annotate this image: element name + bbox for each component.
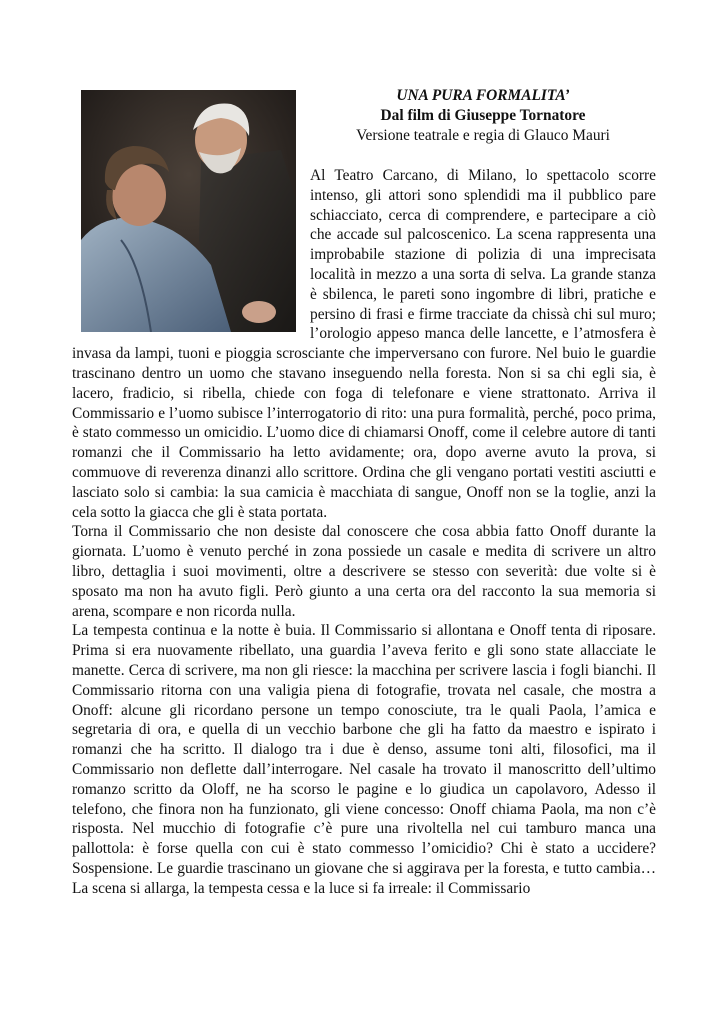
stage-photo xyxy=(81,90,296,332)
paragraph-1: Al Teatro Carcano, di Milano, lo spettacolo scorre intenso, gli attori sono splendidi ma il pubblico pare schiacciato, cerca di comprendere, e partecipare a ciò che accade sul palcoscenico. La scena rappresenta una improbabile stazione di polizia di una imprecisata località in mezzo a una sorta di selva. La grande stanza è sbilenca, le pareti sono ingombre di libri, pratiche e persino di frasi e firme tracciate da chissà chi sul muro; l’orologio appeso manca delle lancette, e l’atmosfera è invasa da lampi, tuoni e pioggia scrosciante che imperversano con furore. Nel buio le guardie trascinano dentro un uomo che stavano inseguendo nella foresta. Non si sa chi egli sia, è lacero, fradicio, si ribella, chiede con foga di telefonare e viene strattonato. Arriva il Commissario e l’uomo subisce l’interrogatorio di rito: una pura formalità, perché, poco prima, è stato commesso un omicidio. L’uomo dice di chiamarsi Onoff, come il celebre autore di tanti romanzi che il Commissario ha letto avidamente; ora, dopo averne avuto la prova, si commuove di reverenza dinanzi allo scrittore. Ordina che gli vengano portati vestiti asciutti e lasciato solo si cambia: la sua camicia è macchiata di sangue, Onoff non se la toglie, anzi la cela sotto la giacca che gli è stata portata. xyxy=(72,167,656,521)
article-subtitle: Dal film di Giuseppe Tornatore xyxy=(380,107,586,124)
paragraph-2: Torna il Commissario che non desiste dal conoscere che cosa abbia fatto Onoff durante la giornata. L’uomo è venuto perché in zona possiede un casale e medita di scrivere un altro libro, dettaglia i suoi movimenti, oltre a descrivere se stesso con severità: due volte si è sposato ma non ha avuto figli. Però giunto a una certa ora del racconto la sua memoria si arena, scompare e non ricorda nulla. xyxy=(72,523,656,620)
stage-photo-image xyxy=(81,90,296,332)
paragraph-3: La tempesta continua e la notte è buia. Il Commissario si allontana e Onoff tenta di riposare. Prima si era nuovamente ribellato, una guardia l’aveva ferito e gli sono state allacciate le manette. Cerca di scrivere, ma non gli riesce: la macchina per scrivere lascia i fogli bianchi. Il Commissario ritorna con una valigia piena di fotografie, trovata nel casale, che mostra a Onoff: alcune gli ricordano persone un tempo conosciute, tra le quali Paola, l’amica e segretaria di ora, e quella di un vecchio barbone che gli ha fatto da maestro e ispirato i romanzi che ha scritto. Il dialogo tra i due è denso, assume toni alti, filosofici, ma il Commissario non deflette dall’interrogare. Nel casale ha trovato il manoscritto dell’ultimo romanzo scritto da Oloff, ne ha scorso le pagine e lo giudica un capolavoro, Adesso il telefono, che finora non ha funzionato, gli viene concesso: Onoff chiama Paola, ma non c’è risposta. Nel mucchio di fotografie c’è pure una rivoltella nel cui tamburo manca una pallottola: è forse quella con cui è stato commesso l’omicidio? Chi è stato a uccidere? Sospensione. Le guardie trascinano un giovane che si aggirava per la foresta, e tutto cambia… La scena si allarga, la tempesta cessa e la luce si fa irreale: il Commissario xyxy=(72,622,656,897)
article xyxy=(72,86,656,898)
article-credits: Versione teatrale e regia di Glauco Mauri xyxy=(356,127,610,144)
article-title: UNA PURA FORMALITA’ xyxy=(396,87,570,104)
